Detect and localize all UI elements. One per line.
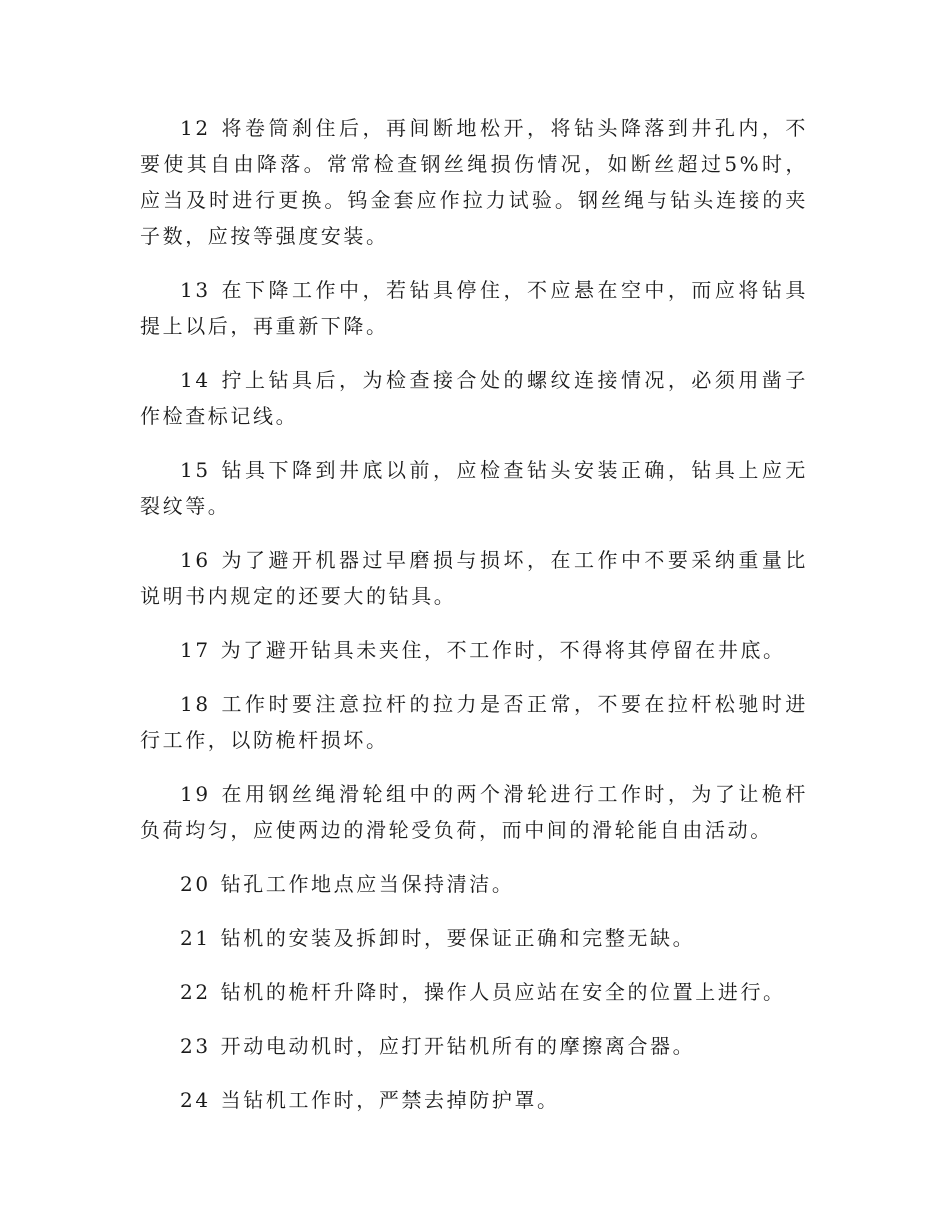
paragraph-item bbox=[140, 632, 808, 668]
paragraph-item bbox=[140, 452, 808, 524]
paragraph-number: 23 bbox=[180, 1034, 211, 1058]
paragraph-number: 12 bbox=[180, 116, 211, 140]
paragraph-number: 18 bbox=[180, 692, 211, 716]
paragraph-text: 为了避开机器过早磨损与损坏，在工作中不要采纳重量比说明书内规定的还要大的钻具。 bbox=[140, 548, 808, 608]
paragraph-item bbox=[140, 542, 808, 614]
paragraph-number: 15 bbox=[180, 458, 211, 482]
paragraph-text: 工作时要注意拉杆的拉力是否正常，不要在拉杆松驰时进行工作，以防桅杆损坏。 bbox=[140, 692, 808, 752]
document-page bbox=[140, 110, 808, 1136]
paragraph-text: 在下降工作中，若钻具停住，不应悬在空中，而应将钻具提上以后，再重新下降。 bbox=[140, 278, 808, 338]
paragraph-number: 16 bbox=[180, 548, 211, 572]
paragraph-text: 在用钢丝绳滑轮组中的两个滑轮进行工作时，为了让桅杆负荷均匀，应使两边的滑轮受负荷，而中间的滑轮能自由活动。 bbox=[140, 782, 808, 842]
paragraph-text: 为了避开钻具未夹住，不工作时，不得将其停留在井底。 bbox=[220, 638, 786, 662]
paragraph-text: 钻具下降到井底以前，应检查钻头安装正确，钻具上应无裂纹等。 bbox=[140, 458, 808, 518]
paragraph-text: 开动电动机时，应打开钻机所有的摩擦离合器。 bbox=[220, 1034, 696, 1058]
paragraph-item bbox=[140, 110, 808, 254]
paragraph-number: 17 bbox=[180, 638, 211, 662]
paragraph-item bbox=[140, 362, 808, 434]
paragraph-number: 24 bbox=[180, 1088, 211, 1112]
paragraph-item bbox=[140, 272, 808, 344]
paragraph-number: 20 bbox=[180, 872, 211, 896]
paragraph-number: 13 bbox=[180, 278, 211, 302]
paragraph-text: 钻孔工作地点应当保持清洁。 bbox=[220, 872, 515, 896]
paragraph-item bbox=[140, 776, 808, 848]
paragraph-text: 拧上钻具后，为检查接合处的螺纹连接情况，必须用凿子作检查标记线。 bbox=[140, 368, 808, 428]
paragraph-number: 14 bbox=[180, 368, 211, 392]
paragraph-item bbox=[140, 686, 808, 758]
paragraph-text: 钻机的桅杆升降时，操作人员应站在安全的位置上进行。 bbox=[220, 980, 786, 1004]
paragraph-item bbox=[140, 1082, 808, 1118]
paragraph-item bbox=[140, 974, 808, 1010]
paragraph-text: 将卷筒刹住后，再间断地松开，将钻头降落到井孔内，不要使其自由降落。常常检查钢丝绳损伤情况，如断丝超过5%时，应当及时进行更换。钨金套应作拉力试验。钢丝绳与钻头连接的夹子数，应按等强度安装。 bbox=[140, 116, 808, 248]
paragraph-number: 22 bbox=[180, 980, 211, 1004]
paragraph-number: 19 bbox=[180, 782, 211, 806]
paragraph-item bbox=[140, 866, 808, 902]
paragraph-text: 当钻机工作时，严禁去掉防护罩。 bbox=[220, 1088, 560, 1112]
paragraph-item bbox=[140, 920, 808, 956]
paragraph-text: 钻机的安装及拆卸时，要保证正确和完整无缺。 bbox=[220, 926, 696, 950]
paragraph-number: 21 bbox=[180, 926, 211, 950]
paragraph-item bbox=[140, 1028, 808, 1064]
